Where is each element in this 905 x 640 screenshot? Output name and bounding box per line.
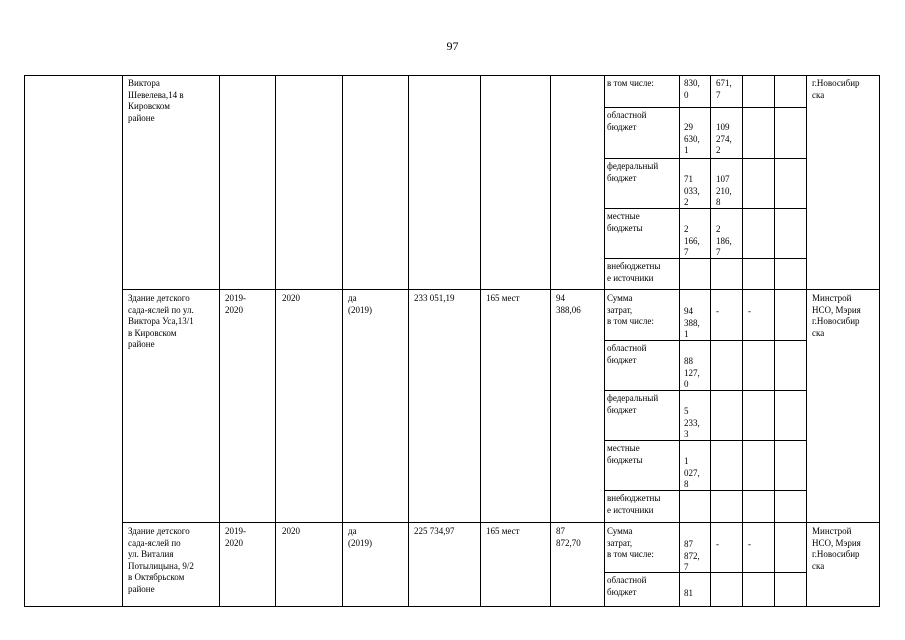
funding-source: федеральный бюджет: [607, 161, 659, 183]
funding-source: внебюджетны е источники: [607, 493, 661, 515]
funding-value: 107 210, 8: [716, 174, 732, 208]
funding-source: в том числе:: [607, 78, 654, 88]
column-line: [806, 75, 807, 607]
column-line: [774, 75, 775, 607]
funding-value: 81: [684, 588, 693, 598]
table-border-top: [24, 75, 879, 76]
funding-value: -: [716, 306, 719, 316]
funding-source: областной бюджет: [607, 343, 647, 365]
object-name: Здание детского сада-яслей по ул. Виталия Потылицына, 9/2 в Октябрьском районе: [128, 526, 194, 594]
funding-value: 71 033, 2: [684, 174, 700, 208]
design-documentation: да (2019): [348, 526, 372, 548]
funding-value: 2 166, 7: [684, 224, 700, 258]
funding-value: 5 233, 3: [684, 406, 700, 440]
funding-value: 2 186, 7: [716, 224, 732, 258]
completion-year: 2020: [282, 293, 300, 303]
construction-period: 2019- 2020: [225, 293, 246, 315]
subrow-separator: [604, 158, 807, 159]
column-line: [550, 75, 551, 607]
subrow-separator: [604, 208, 807, 209]
column-line: [679, 75, 680, 607]
funding-source: областной бюджет: [607, 575, 647, 597]
funding-source: местные бюджеты: [607, 443, 643, 465]
funding-value: 88 127, 0: [684, 356, 700, 390]
page-number: 97: [446, 39, 459, 53]
column-line: [24, 75, 25, 607]
column-line: [480, 75, 481, 607]
funding-value: 29 630, 1: [684, 122, 700, 156]
funding-value: 87 872, 7: [684, 539, 700, 573]
subrow-separator: [604, 107, 807, 108]
construction-period: 2019- 2020: [225, 526, 246, 548]
funding-source: Сумма затрат, в том числе:: [607, 293, 654, 327]
column-line: [342, 75, 343, 607]
column-line: [408, 75, 409, 607]
design-documentation: да (2019): [348, 293, 372, 315]
funding-source: федеральный бюджет: [607, 393, 659, 415]
object-name: Виктора Шевелева,14 в Кировском районе: [128, 78, 184, 123]
row-separator: [122, 289, 879, 290]
funding-value: 94 388, 1: [684, 306, 700, 340]
estimated-cost: 233 051,19: [414, 293, 455, 303]
row-separator: [122, 522, 879, 523]
funding-value: -: [716, 539, 719, 549]
column-line: [275, 75, 276, 607]
subrow-separator: [604, 490, 807, 491]
responsible: Минстрой НСО, Мэрия г.Новосибир ска: [812, 293, 861, 338]
estimated-cost: 225 734,97: [414, 526, 455, 536]
funding-source: местные бюджеты: [607, 211, 643, 233]
responsible: г.Новосибир ска: [812, 78, 860, 100]
object-name: Здание детского сада-яслей по ул. Виктора Уса,13/1 в Кировском районе: [128, 293, 194, 350]
column-line: [122, 75, 123, 607]
total-amount: 94 388,06: [556, 293, 581, 315]
funding-value: -: [748, 306, 751, 316]
subrow-separator: [604, 340, 807, 341]
subrow-separator: [604, 258, 807, 259]
capacity: 165 мест: [486, 526, 520, 536]
column-line: [879, 75, 880, 607]
capacity: 165 мест: [486, 293, 520, 303]
total-amount: 87 872,70: [556, 526, 581, 548]
funding-value: -: [748, 539, 751, 549]
column-line: [710, 75, 711, 607]
funding-source: Сумма затрат, в том числе:: [607, 526, 654, 560]
column-line: [219, 75, 220, 607]
subrow-separator: [604, 572, 807, 573]
funding-source: внебюджетны е источники: [607, 261, 661, 283]
subrow-separator: [604, 440, 807, 441]
funding-value: 1 027, 8: [684, 456, 700, 490]
funding-value: 830, 0: [684, 78, 700, 100]
subrow-separator: [604, 390, 807, 391]
funding-source: областной бюджет: [607, 110, 647, 132]
funding-value: 671, 7: [716, 78, 732, 100]
funding-value: 109 274, 2: [716, 122, 732, 156]
completion-year: 2020: [282, 526, 300, 536]
column-line: [604, 75, 605, 607]
table-border-bottom: [24, 606, 879, 607]
responsible: Минстрой НСО, Мэрия г.Новосибир ска: [812, 526, 861, 571]
column-line: [742, 75, 743, 607]
